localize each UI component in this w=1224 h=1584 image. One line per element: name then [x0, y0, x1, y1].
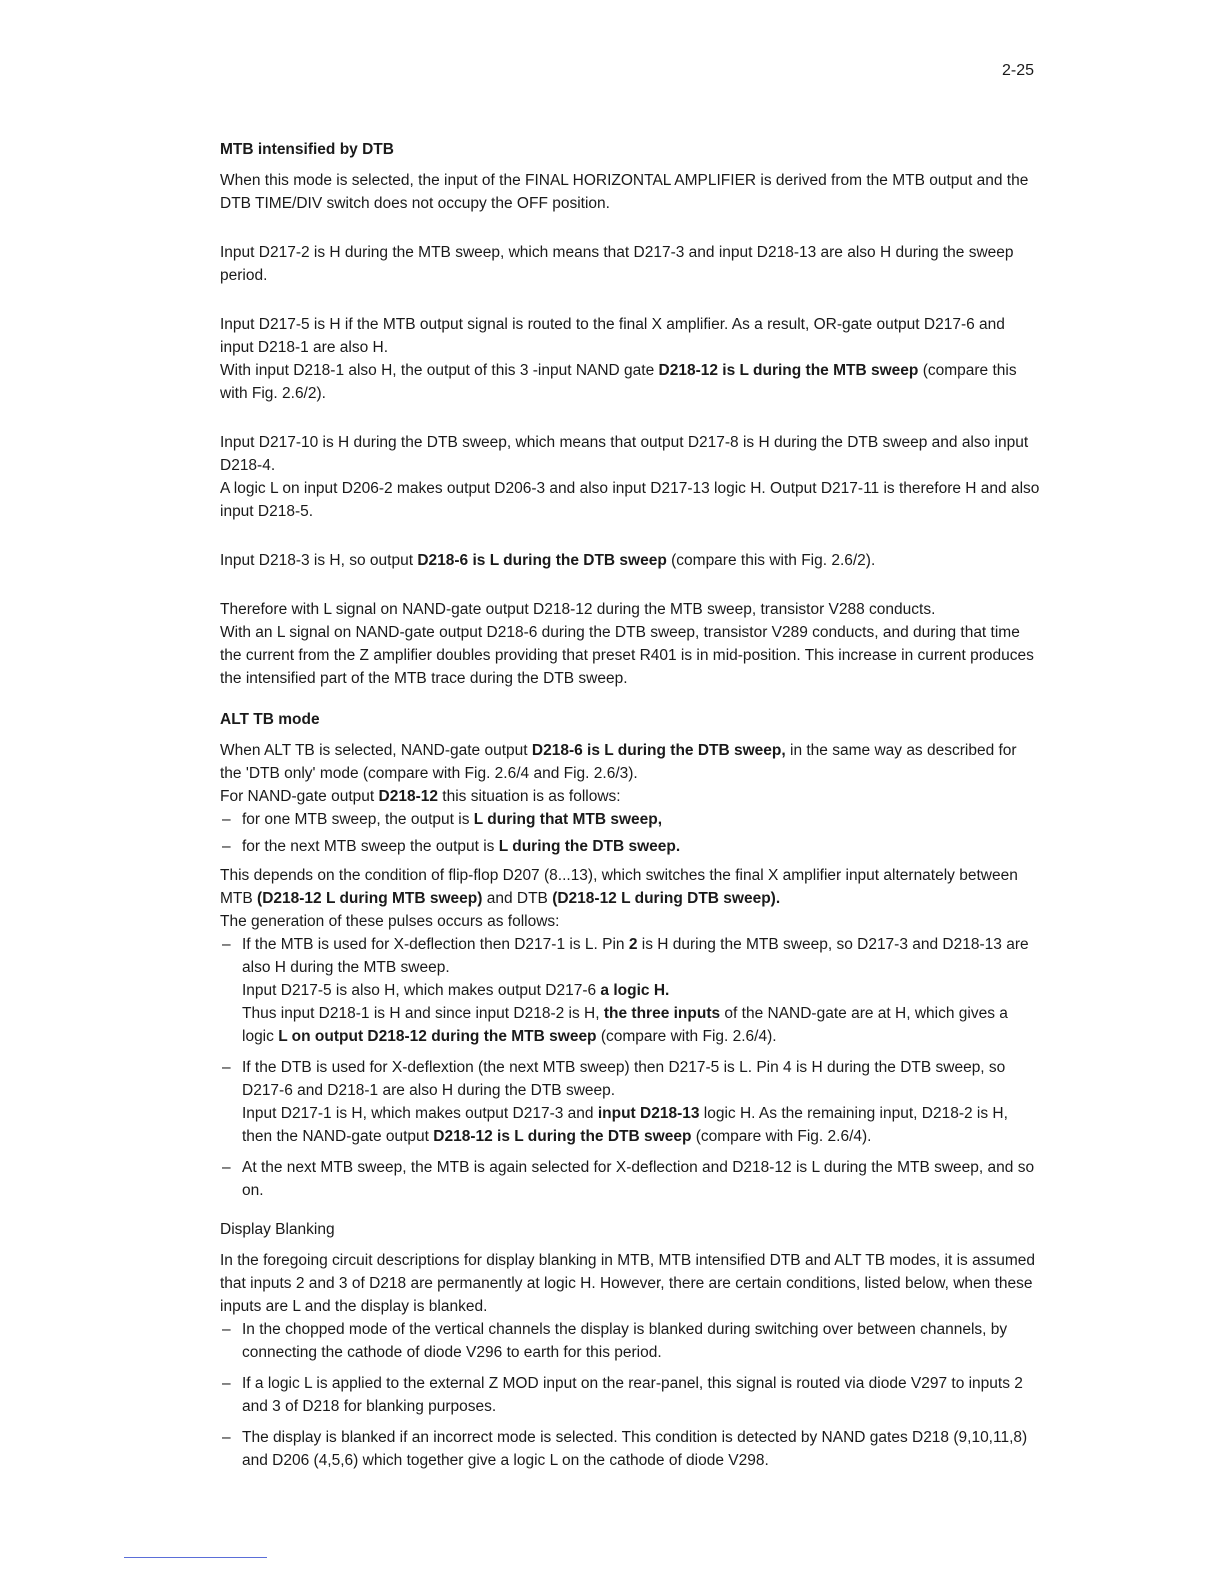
paragraph: For NAND-gate output D218-12 this situation is as follows: [220, 788, 621, 805]
paragraph: Input D217-10 is H during the DTB sweep, which means that output D217-8 is H during the DTB sweep and also input D218-4. [220, 434, 1029, 474]
paragraph: Input D217-2 is H during the MTB sweep, which means that D217-3 and input D218-13 are also H during the sweep period. [220, 244, 1014, 284]
list-item: – At the next MTB sweep, the MTB is again selected for X-deflection and D218-12 is L during the MTB sweep, and so on. [222, 1159, 1035, 1199]
page-number: 2-25 [1002, 62, 1035, 79]
section-heading-alt-tb: ALT TB mode [220, 711, 320, 728]
list-item: – for one MTB sweep, the output is L during that MTB sweep, [222, 811, 663, 828]
paragraph: A logic L on input D206-2 makes output D206-3 and also input D217-13 logic H. Output D217-11 is therefore H and also input D218-5. [220, 480, 1040, 520]
list-item: – The display is blanked if an incorrect mode is selected. This condition is detected by NAND gates D218 (9,10,11,8) and D206 (4,5,6) which together give a logic L on the cathode of diode V298. [222, 1429, 1028, 1469]
paragraph: In the foregoing circuit descriptions for display blanking in MTB, MTB intensified DTB and ALT TB modes, it is assumed that inputs 2 and 3 of D218 are permanently at logic H. However, there are certain conditions, listed below, when these inputs are L and the display is blanked. [220, 1252, 1035, 1315]
paragraph: Therefore with L signal on NAND-gate output D218-12 during the MTB sweep, transistor V288 conducts. [220, 601, 936, 618]
paragraph: When ALT TB is selected, NAND-gate output D218-6 is L during the DTB sweep, in the same way as described for the 'DTB only' mode (compare with Fig. 2.6/4 and Fig. 2.6/3). [220, 742, 1017, 782]
footnote-divider [124, 1557, 267, 1558]
section-heading-display-blanking: Display Blanking [220, 1221, 335, 1238]
list-item: – If the MTB is used for X-deflection then D217-1 is L. Pin 2 is H during the MTB sweep, so D217-3 and D218-13 are also H during the MTB sweep. Input D217-5 is also H, which makes output D217-6 a logic H. Thus input D218-1 is H and since input D218-2 is H, the three inputs of the NAND-gate are at H, which gives a logic L on output D218-12 during the MTB sweep (compare with Fig. 2.6/4). [222, 936, 1029, 1045]
dash-list [220, 1318, 1042, 1472]
paragraph: When this mode is selected, the input of the FINAL HORIZONTAL AMPLIFIER is derived from the MTB output and the DTB TIME/DIV switch does not occupy the OFF position. [220, 172, 1029, 212]
paragraph: With input D218-1 also H, the output of this 3 -input NAND gate D218-12 is L during the MTB sweep (compare this with Fig. 2.6/2). [220, 362, 1017, 402]
dash-list [220, 933, 1042, 1202]
paragraph: Input D218-3 is H, so output D218-6 is L during the DTB sweep (compare this with Fig. 2.6/2). [220, 552, 876, 569]
paragraph: The generation of these pulses occurs as follows: [220, 913, 560, 930]
dash-list [220, 808, 1042, 858]
paragraph: Input D217-5 is H if the MTB output signal is routed to the final X amplifier. As a result, OR-gate output D217-6 and input D218-1 are also H. [220, 316, 1005, 356]
list-item: – In the chopped mode of the vertical channels the display is blanked during switching over between channels, by connecting the cathode of diode V296 to earth for this period. [222, 1321, 1008, 1361]
list-item: – If a logic L is applied to the external Z MOD input on the rear-panel, this signal is routed via diode V297 to inputs 2 and 3 of D218 for blanking purposes. [222, 1375, 1023, 1415]
list-item: – If the DTB is used for X-deflextion (the next MTB sweep) then D217-5 is L. Pin 4 is H during the DTB sweep, so D217-6 and D218-1 are also H during the DTB sweep. Input D217-1 is H, which makes output D217-3 and input D218-13 logic H. As the remaining input, D218-2 is H, then the NAND-gate output D218-12 is L during the DTB sweep (compare with Fig. 2.6/4). [222, 1059, 1008, 1145]
document-body [220, 138, 1042, 1480]
list-item: – for the next MTB sweep the output is L during the DTB sweep. [222, 838, 681, 855]
paragraph: This depends on the condition of flip-flop D207 (8...13), which switches the final X amplifier input alternately between MTB (D218-12 L during MTB sweep) and DTB (D218-12 L during DTB sweep). [220, 867, 1018, 907]
paragraph: With an L signal on NAND-gate output D218-6 during the DTB sweep, transistor V289 conducts, and during that time the current from the Z amplifier doubles providing that preset R401 is in mid-position. This increase in current produces the intensified part of the MTB trace during the DTB sweep. [220, 624, 1034, 687]
section-heading-mtb-intensified: MTB intensified by DTB [220, 141, 394, 158]
